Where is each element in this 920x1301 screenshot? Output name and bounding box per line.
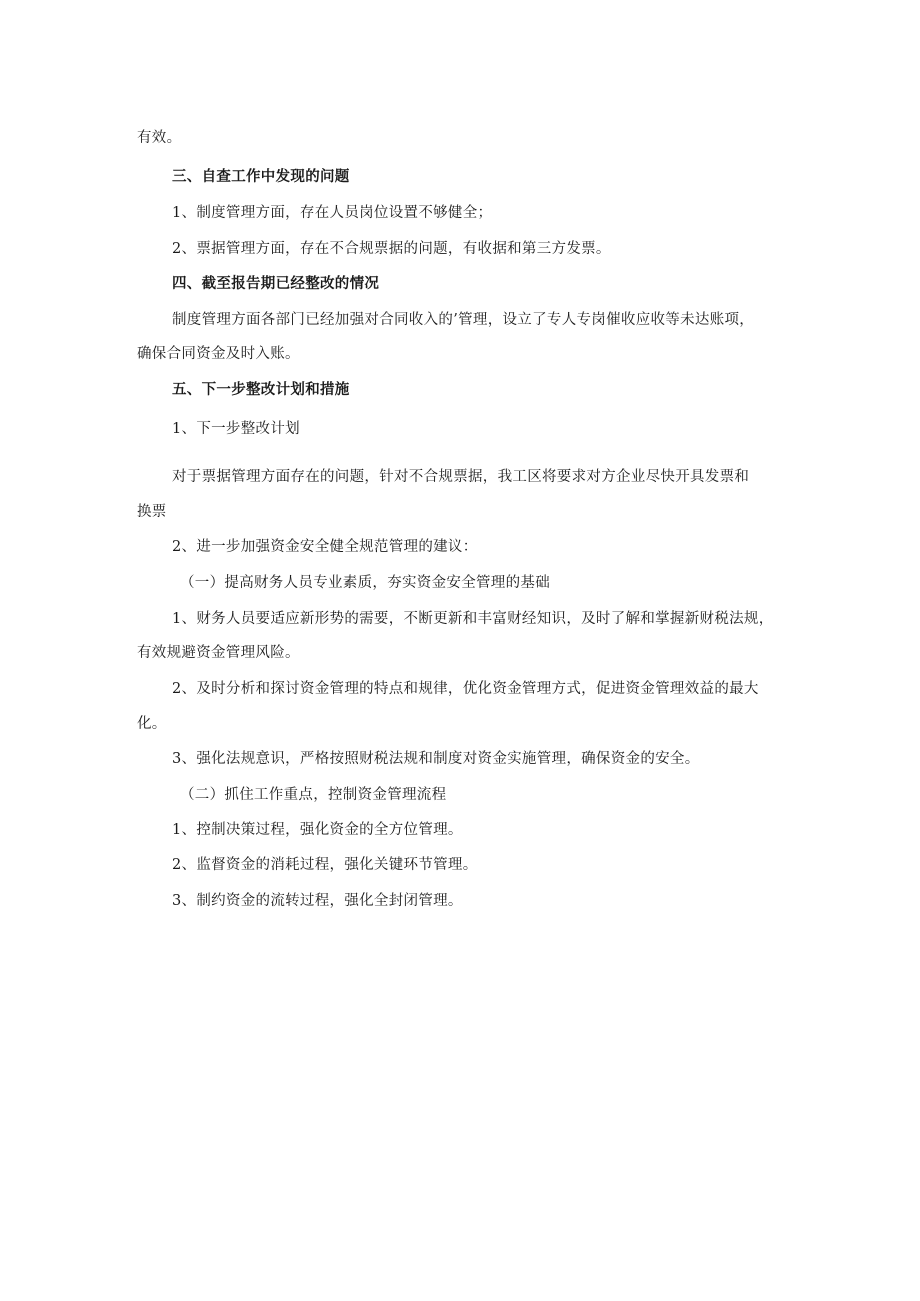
list-item: 1、财务人员要适应新形势的需要，不断更新和丰富财经知识，及时了解和掌握新财税法规， bbox=[172, 611, 774, 627]
list-item: 3、制约资金的流转过程，强化全封闭管理。 bbox=[172, 893, 463, 909]
body-text-line: 制度管理方面各部门已经加强对合同收入的’管理，设立了专人专岗催收应收等未达账项， bbox=[172, 312, 755, 328]
body-text-line: 确保合同资金及时入账。 bbox=[137, 346, 300, 362]
body-text-line: 有效规避资金管理风险。 bbox=[137, 645, 300, 661]
body-text-line: 对于票据管理方面存在的问题，针对不合规票据，我工区将要求对方企业尽快开具发票和 bbox=[172, 469, 750, 485]
list-item: 2、票据管理方面，存在不合规票据的问题，有收据和第三方发票。 bbox=[172, 241, 611, 257]
body-text-line: 换票 bbox=[137, 504, 167, 520]
body-text-line: 化。 bbox=[137, 716, 167, 732]
body-text-line: 有效。 bbox=[137, 130, 182, 146]
list-item: 2、监督资金的消耗过程，强化关键环节管理。 bbox=[172, 857, 478, 873]
list-item: 2、进一步加强资金安全健全规范管理的建议： bbox=[172, 539, 478, 555]
list-item: 3、强化法规意识，严格按照财税法规和制度对资金实施管理，确保资金的安全。 bbox=[172, 751, 700, 767]
list-item: 1、制度管理方面，存在人员岗位设置不够健全； bbox=[172, 205, 493, 221]
subsection-heading: （一）提高财务人员专业素质，夯实资金安全管理的基础 bbox=[180, 575, 550, 591]
list-item: 2、及时分析和探讨资金管理的特点和规律，优化资金管理方式，促进资金管理效益的最大 bbox=[172, 681, 759, 697]
section-heading-4: 四、截至报告期已经整改的情况 bbox=[172, 276, 380, 292]
subsection-heading: （二）抓住工作重点，控制资金管理流程 bbox=[180, 787, 447, 803]
list-item: 1、下一步整改计划 bbox=[172, 421, 300, 437]
list-item: 1、控制决策过程，强化资金的全方位管理。 bbox=[172, 822, 463, 838]
section-heading-3: 三、自查工作中发现的问题 bbox=[172, 169, 350, 185]
section-heading-5: 五、下一步整改计划和措施 bbox=[172, 382, 350, 398]
